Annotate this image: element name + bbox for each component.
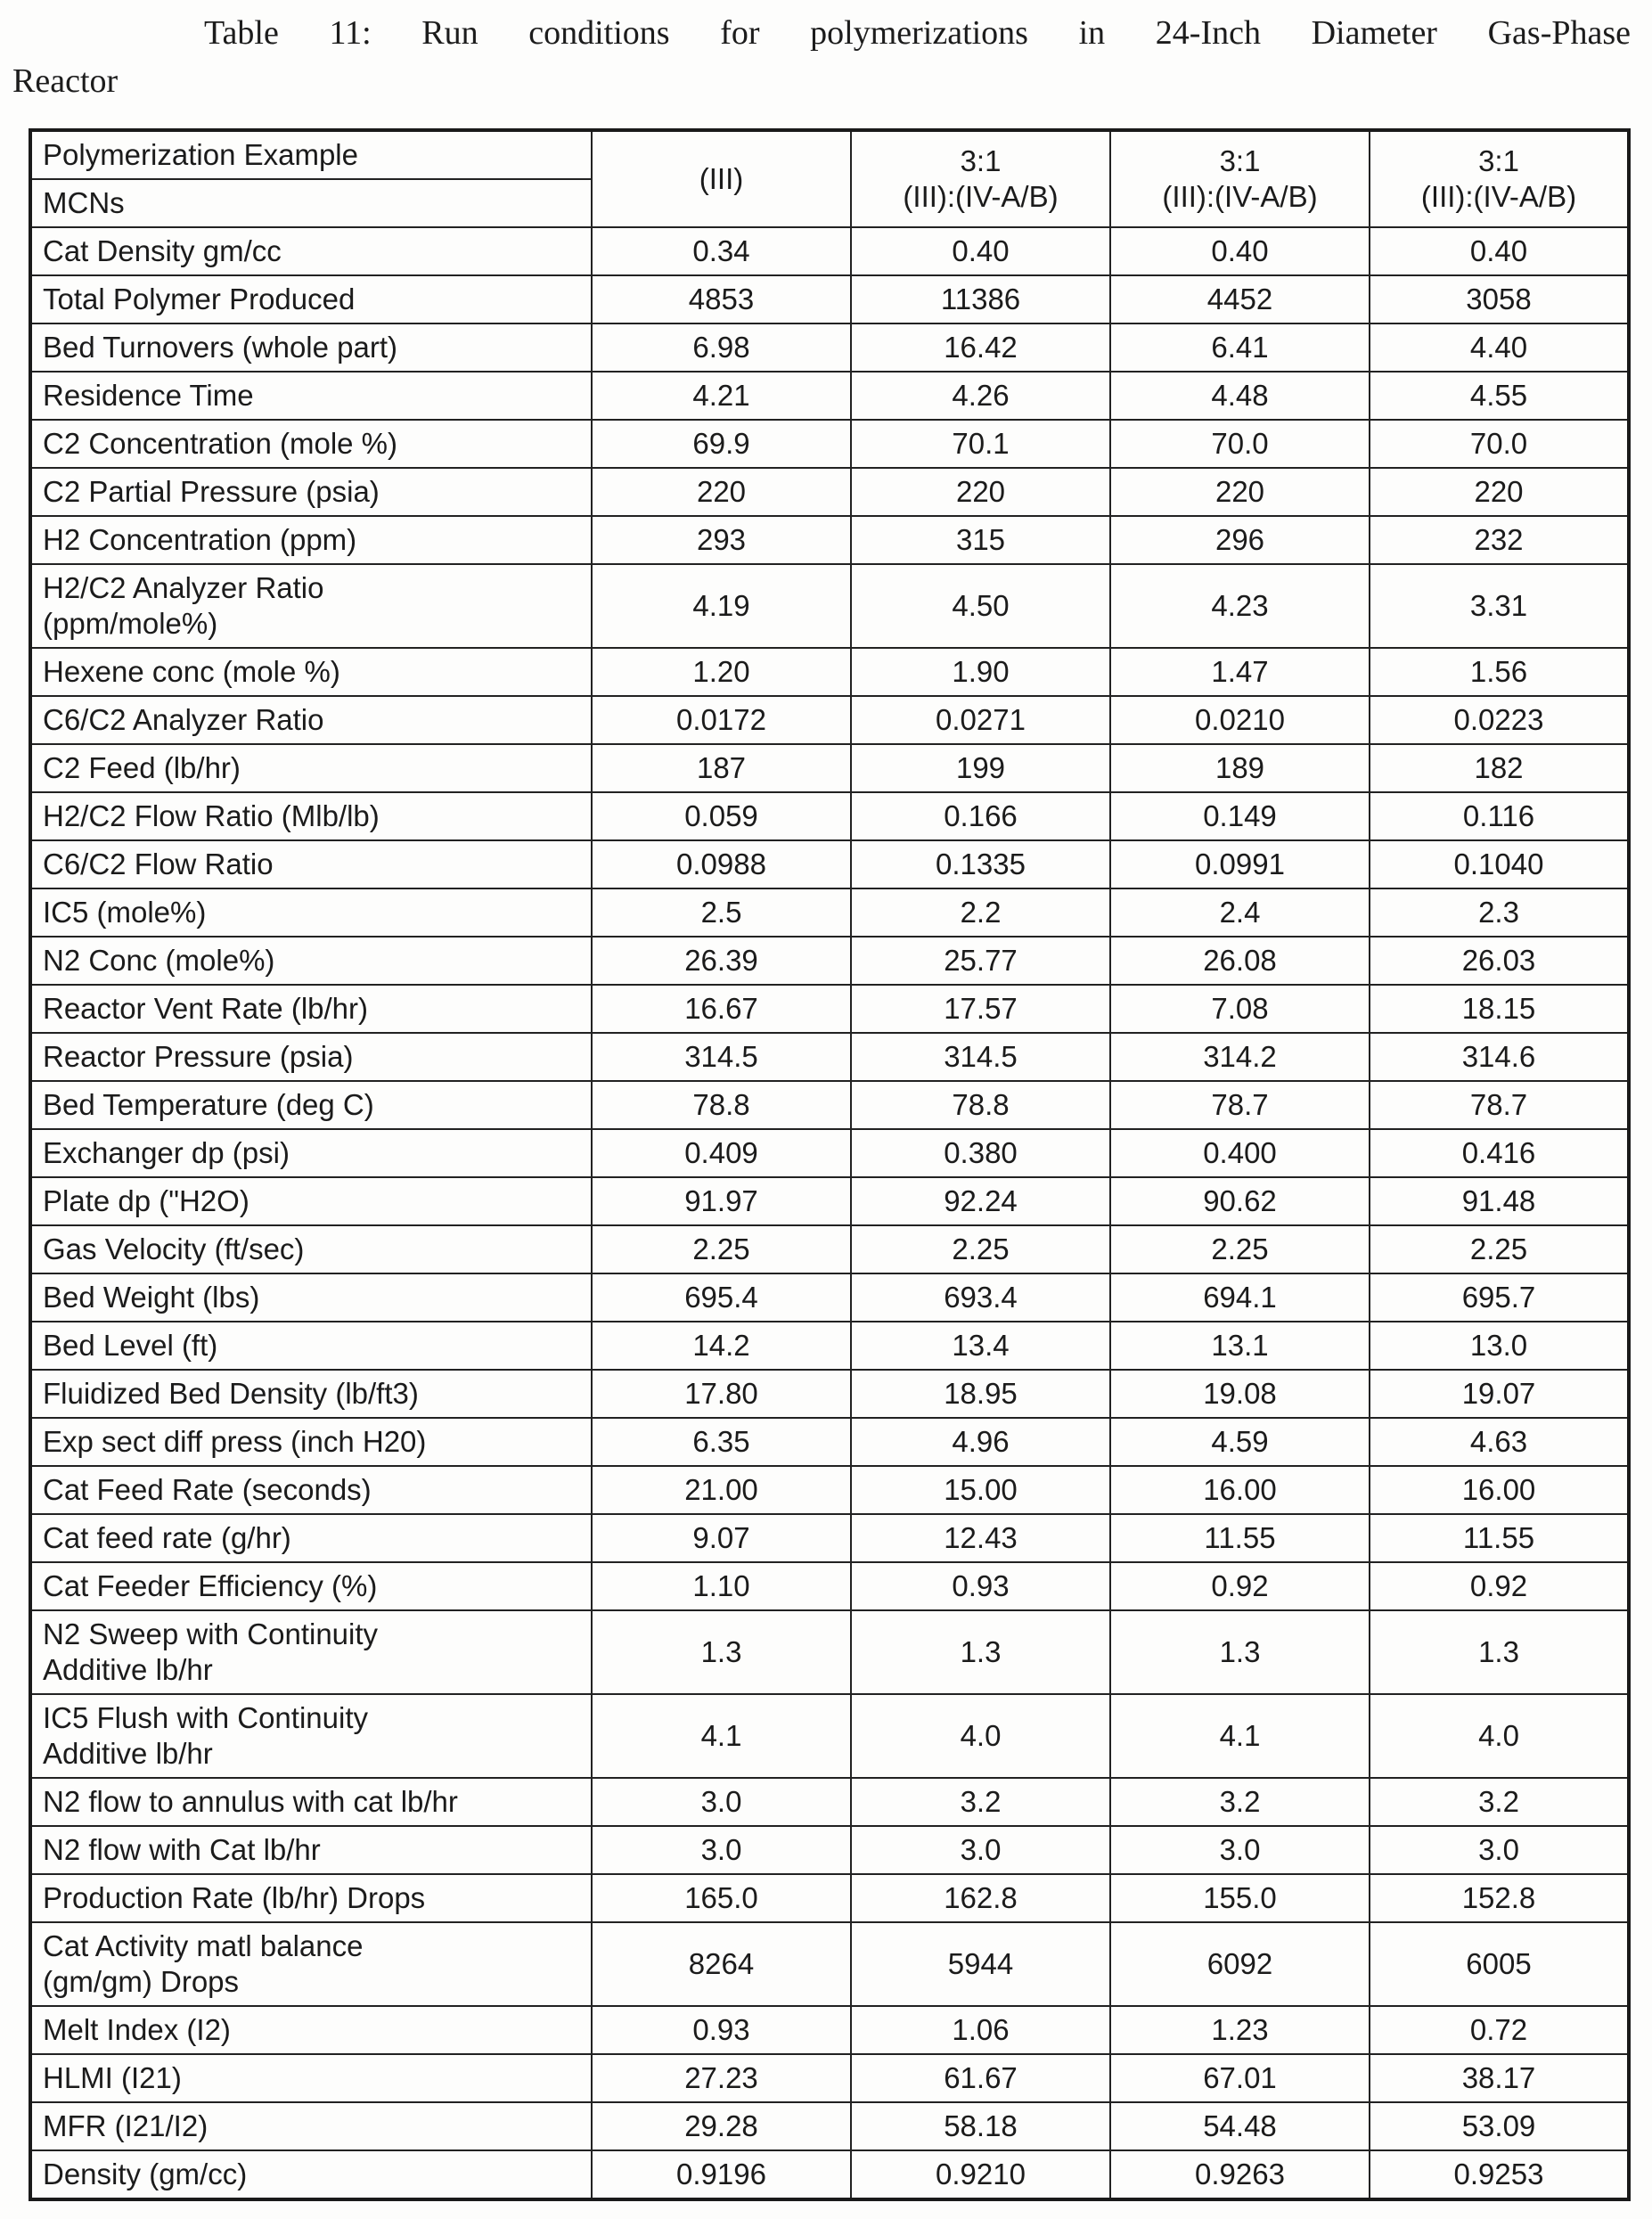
table-row [30,2102,1629,2150]
cell-value: 78.7 [1370,1081,1629,1129]
cell-value: 3.2 [1110,1778,1370,1826]
cell-value: 4.50 [851,564,1110,648]
cell-value: 4.40 [1370,323,1629,372]
table-row [30,2006,1629,2054]
row-label: Plate dp ("H2O) [30,1177,592,1225]
cell-value: 4853 [592,275,851,323]
table-row [30,227,1629,275]
cell-value: 4.1 [592,1694,851,1778]
table-row [30,516,1629,564]
row-label: N2 Sweep with Continuity Additive lb/hr [30,1610,592,1694]
cell-value: 16.67 [592,985,851,1033]
cell-value: 296 [1110,516,1370,564]
cell-value: 1.06 [851,2006,1110,2054]
cell-value: 38.17 [1370,2054,1629,2102]
cell-value: 13.0 [1370,1322,1629,1370]
column-header-3: 3:1 (III):(IV-A/B) [1110,130,1370,227]
row-label: Density (gm/cc) [30,2150,592,2199]
cell-value: 13.4 [851,1322,1110,1370]
row-label: N2 flow to annulus with cat lb/hr [30,1778,592,1826]
cell-value: 4.21 [592,372,851,420]
cell-value: 5944 [851,1922,1110,2006]
cell-value: 17.57 [851,985,1110,1033]
cell-value: 16.00 [1110,1466,1370,1514]
run-conditions-table [29,128,1631,2201]
cell-value: 78.8 [851,1081,1110,1129]
cell-value: 3.2 [851,1778,1110,1826]
cell-value: 3.0 [851,1826,1110,1874]
cell-value: 70.0 [1110,420,1370,468]
cell-value: 4.48 [1110,372,1370,420]
table-row [30,1922,1629,2006]
cell-value: 11.55 [1110,1514,1370,1562]
cell-value: 61.67 [851,2054,1110,2102]
row-label: MFR (I21/I2) [30,2102,592,2150]
column-header-4: 3:1 (III):(IV-A/B) [1370,130,1629,227]
cell-value: 8264 [592,1922,851,2006]
cell-value: 0.1040 [1370,840,1629,888]
cell-value: 0.40 [1370,227,1629,275]
row-label: Total Polymer Produced [30,275,592,323]
cell-value: 0.34 [592,227,851,275]
cell-value: 4.19 [592,564,851,648]
table-row [30,1514,1629,1562]
row-label: Bed Turnovers (whole part) [30,323,592,372]
row-label: Fluidized Bed Density (lb/ft3) [30,1370,592,1418]
row-label: Exp sect diff press (inch H20) [30,1418,592,1466]
cell-value: 26.03 [1370,937,1629,985]
row-label: Bed Level (ft) [30,1322,592,1370]
cell-value: 199 [851,744,1110,792]
table-row [30,696,1629,744]
cell-value: 314.2 [1110,1033,1370,1081]
table-row [30,1874,1629,1922]
table-row [30,1694,1629,1778]
cell-value: 3.0 [592,1826,851,1874]
row-label: HLMI (I21) [30,2054,592,2102]
cell-value: 15.00 [851,1466,1110,1514]
cell-value: 69.9 [592,420,851,468]
row-label: C6/C2 Flow Ratio [30,840,592,888]
cell-value: 90.62 [1110,1177,1370,1225]
cell-value: 12.43 [851,1514,1110,1562]
table-caption-line2: Reactor [12,62,119,100]
row-label: Cat Feed Rate (seconds) [30,1466,592,1514]
header-polymerization-example: Polymerization Example [30,130,592,179]
row-label: Hexene conc (mole %) [30,648,592,696]
table-row [30,840,1629,888]
cell-value: 25.77 [851,937,1110,985]
cell-value: 6005 [1370,1922,1629,2006]
table-caption-line1: Table 11: Run conditions for polymerizations in 24-Inch Diameter Gas-Phase [204,14,1631,52]
row-label: Bed Temperature (deg C) [30,1081,592,1129]
cell-value: 0.116 [1370,792,1629,840]
column-header-1: (III) [592,130,851,227]
row-label: Residence Time [30,372,592,420]
cell-value: 0.0172 [592,696,851,744]
row-label: Cat Density gm/cc [30,227,592,275]
row-label: N2 Conc (mole%) [30,937,592,985]
cell-value: 9.07 [592,1514,851,1562]
cell-value: 2.5 [592,888,851,937]
cell-value: 220 [1110,468,1370,516]
cell-value: 91.97 [592,1177,851,1225]
cell-value: 1.47 [1110,648,1370,696]
cell-value: 13.1 [1110,1322,1370,1370]
cell-value: 694.1 [1110,1273,1370,1322]
cell-value: 78.8 [592,1081,851,1129]
cell-value: 165.0 [592,1874,851,1922]
cell-value: 2.3 [1370,888,1629,937]
cell-value: 6.98 [592,323,851,372]
table-row [30,1562,1629,1610]
cell-value: 1.3 [592,1610,851,1694]
cell-value: 0.0210 [1110,696,1370,744]
table-row [30,792,1629,840]
cell-value: 220 [1370,468,1629,516]
cell-value: 1.3 [1110,1610,1370,1694]
table-row [30,2054,1629,2102]
row-label: Cat Feeder Efficiency (%) [30,1562,592,1610]
cell-value: 0.0223 [1370,696,1629,744]
cell-value: 220 [592,468,851,516]
cell-value: 1.3 [851,1610,1110,1694]
column-header-2: 3:1 (III):(IV-A/B) [851,130,1110,227]
table-row [30,1273,1629,1322]
table-row [30,468,1629,516]
cell-value: 14.2 [592,1322,851,1370]
header-row-1 [30,130,1629,179]
row-label: IC5 Flush with Continuity Additive lb/hr [30,1694,592,1778]
cell-value: 3.0 [1370,1826,1629,1874]
table-row [30,1081,1629,1129]
cell-value: 2.25 [851,1225,1110,1273]
table-caption [12,9,1640,105]
row-label: IC5 (mole%) [30,888,592,937]
cell-value: 693.4 [851,1273,1110,1322]
cell-value: 0.40 [1110,227,1370,275]
cell-value: 3.2 [1370,1778,1629,1826]
cell-value: 3.0 [592,1778,851,1826]
row-label: C2 Partial Pressure (psia) [30,468,592,516]
cell-value: 187 [592,744,851,792]
table-row [30,1466,1629,1514]
row-label: Gas Velocity (ft/sec) [30,1225,592,1273]
cell-value: 189 [1110,744,1370,792]
row-label: H2/C2 Flow Ratio (Mlb/lb) [30,792,592,840]
cell-value: 695.4 [592,1273,851,1322]
row-label: Melt Index (I2) [30,2006,592,2054]
table-row [30,1778,1629,1826]
cell-value: 16.42 [851,323,1110,372]
cell-value: 182 [1370,744,1629,792]
cell-value: 0.93 [592,2006,851,2054]
cell-value: 70.1 [851,420,1110,468]
row-label: C6/C2 Analyzer Ratio [30,696,592,744]
row-label: H2 Concentration (ppm) [30,516,592,564]
table-body [30,227,1629,2199]
cell-value: 0.409 [592,1129,851,1177]
table-row [30,1826,1629,1874]
cell-value: 0.400 [1110,1129,1370,1177]
table-row [30,744,1629,792]
row-label: Cat Activity matl balance (gm/gm) Drops [30,1922,592,2006]
cell-value: 7.08 [1110,985,1370,1033]
cell-value: 0.0271 [851,696,1110,744]
table-row [30,985,1629,1033]
cell-value: 2.25 [1370,1225,1629,1273]
cell-value: 2.25 [592,1225,851,1273]
cell-value: 0.92 [1110,1562,1370,1610]
cell-value: 19.07 [1370,1370,1629,1418]
cell-value: 2.4 [1110,888,1370,937]
table-row [30,1225,1629,1273]
cell-value: 0.9196 [592,2150,851,2199]
cell-value: 0.0988 [592,840,851,888]
cell-value: 11.55 [1370,1514,1629,1562]
table-row [30,1033,1629,1081]
table-row [30,1129,1629,1177]
cell-value: 1.20 [592,648,851,696]
cell-value: 0.380 [851,1129,1110,1177]
cell-value: 4.0 [851,1694,1110,1778]
row-label: Production Rate (lb/hr) Drops [30,1874,592,1922]
cell-value: 6092 [1110,1922,1370,2006]
cell-value: 21.00 [592,1466,851,1514]
cell-value: 1.56 [1370,648,1629,696]
table-row [30,372,1629,420]
table-row [30,937,1629,985]
cell-value: 70.0 [1370,420,1629,468]
cell-value: 4.96 [851,1418,1110,1466]
cell-value: 4.23 [1110,564,1370,648]
cell-value: 0.9210 [851,2150,1110,2199]
cell-value: 18.15 [1370,985,1629,1033]
cell-value: 4452 [1110,275,1370,323]
cell-value: 6.41 [1110,323,1370,372]
cell-value: 220 [851,468,1110,516]
cell-value: 162.8 [851,1874,1110,1922]
cell-value: 4.63 [1370,1418,1629,1466]
cell-value: 1.10 [592,1562,851,1610]
cell-value: 0.166 [851,792,1110,840]
table-row [30,564,1629,648]
row-label: H2/C2 Analyzer Ratio (ppm/mole%) [30,564,592,648]
cell-value: 155.0 [1110,1874,1370,1922]
cell-value: 4.59 [1110,1418,1370,1466]
table-row [30,648,1629,696]
cell-value: 1.90 [851,648,1110,696]
cell-value: 92.24 [851,1177,1110,1225]
cell-value: 17.80 [592,1370,851,1418]
cell-value: 4.26 [851,372,1110,420]
cell-value: 16.00 [1370,1466,1629,1514]
cell-value: 0.059 [592,792,851,840]
cell-value: 26.08 [1110,937,1370,985]
cell-value: 11386 [851,275,1110,323]
table-row [30,2150,1629,2199]
cell-value: 1.23 [1110,2006,1370,2054]
cell-value: 26.39 [592,937,851,985]
cell-value: 314.6 [1370,1033,1629,1081]
cell-value: 3.0 [1110,1826,1370,1874]
cell-value: 3058 [1370,275,1629,323]
cell-value: 2.25 [1110,1225,1370,1273]
table-row [30,888,1629,937]
cell-value: 29.28 [592,2102,851,2150]
cell-value: 0.40 [851,227,1110,275]
table-row [30,1370,1629,1418]
cell-value: 293 [592,516,851,564]
cell-value: 78.7 [1110,1081,1370,1129]
cell-value: 314.5 [851,1033,1110,1081]
cell-value: 4.1 [1110,1694,1370,1778]
row-label: Reactor Pressure (psia) [30,1033,592,1081]
row-label: Reactor Vent Rate (lb/hr) [30,985,592,1033]
cell-value: 1.3 [1370,1610,1629,1694]
cell-value: 54.48 [1110,2102,1370,2150]
row-label: C2 Concentration (mole %) [30,420,592,468]
header-mcns: MCNs [30,179,592,227]
cell-value: 0.9263 [1110,2150,1370,2199]
cell-value: 232 [1370,516,1629,564]
cell-value: 695.7 [1370,1273,1629,1322]
row-label: Exchanger dp (psi) [30,1129,592,1177]
cell-value: 152.8 [1370,1874,1629,1922]
cell-value: 0.72 [1370,2006,1629,2054]
cell-value: 67.01 [1110,2054,1370,2102]
cell-value: 0.93 [851,1562,1110,1610]
cell-value: 0.149 [1110,792,1370,840]
cell-value: 0.416 [1370,1129,1629,1177]
table-row [30,1177,1629,1225]
cell-value: 18.95 [851,1370,1110,1418]
cell-value: 53.09 [1370,2102,1629,2150]
table-row [30,1322,1629,1370]
row-label: Cat feed rate (g/hr) [30,1514,592,1562]
cell-value: 0.1335 [851,840,1110,888]
cell-value: 0.92 [1370,1562,1629,1610]
cell-value: 4.55 [1370,372,1629,420]
cell-value: 315 [851,516,1110,564]
row-label: N2 flow with Cat lb/hr [30,1826,592,1874]
row-label: Bed Weight (lbs) [30,1273,592,1322]
cell-value: 314.5 [592,1033,851,1081]
cell-value: 19.08 [1110,1370,1370,1418]
table-row [30,323,1629,372]
cell-value: 91.48 [1370,1177,1629,1225]
cell-value: 58.18 [851,2102,1110,2150]
table-row [30,420,1629,468]
cell-value: 2.2 [851,888,1110,937]
table-row [30,1610,1629,1694]
cell-value: 4.0 [1370,1694,1629,1778]
cell-value: 6.35 [592,1418,851,1466]
cell-value: 27.23 [592,2054,851,2102]
cell-value: 0.9253 [1370,2150,1629,2199]
row-label: C2 Feed (lb/hr) [30,744,592,792]
cell-value: 0.0991 [1110,840,1370,888]
table-row [30,275,1629,323]
cell-value: 3.31 [1370,564,1629,648]
table-row [30,1418,1629,1466]
